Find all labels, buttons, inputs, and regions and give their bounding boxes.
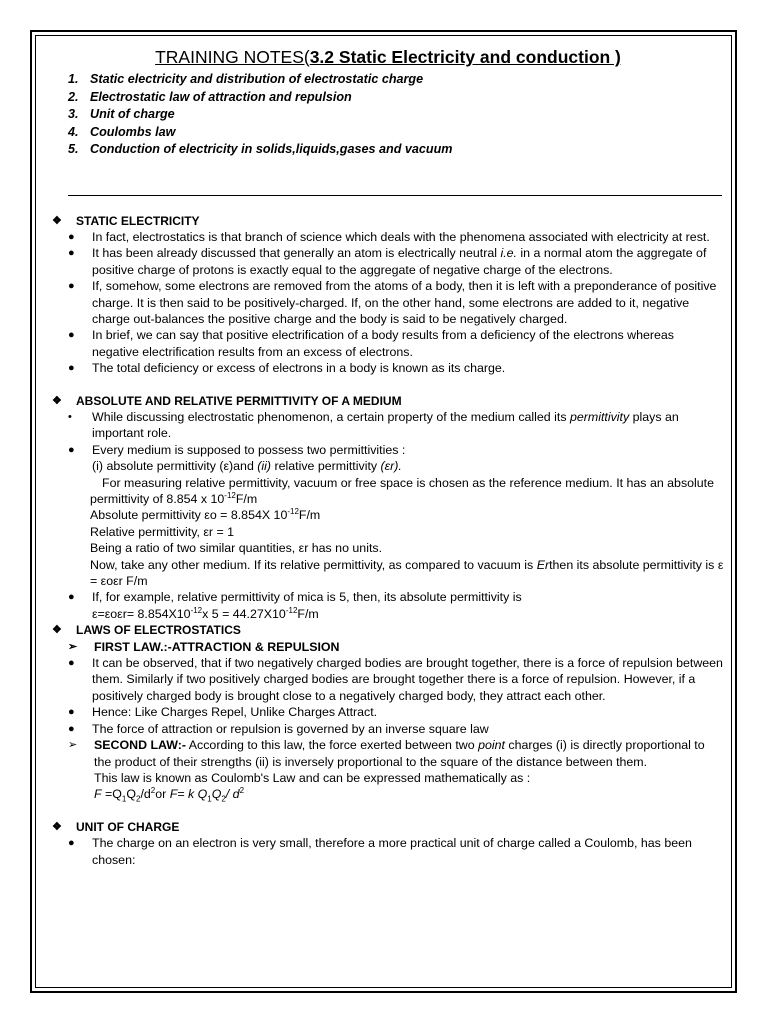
diamond-bullet-icon: ❖ bbox=[52, 214, 62, 227]
bullet-icon: ● bbox=[68, 247, 75, 260]
bullet-icon: ● bbox=[68, 657, 75, 670]
list-item: ● In brief, we can say that positive electrification of a body results from a deficiency of the electrons whereas negative electrification results from an excess of electrons. bbox=[68, 328, 674, 359]
bullet-icon: ● bbox=[68, 591, 75, 604]
text-line: Absolute permittivity εo = 8.854X $10^{-12}F/m$ bbox=[90, 507, 321, 523]
toc-item: 2. Electrostatic law of attraction and repulsion bbox=[68, 89, 352, 104]
diamond-bullet-icon: ❖ bbox=[52, 394, 62, 407]
text-line: Relative permittivity, εr = 1 bbox=[90, 524, 235, 539]
section-heading-static-electricity: ❖ STATIC ELECTRICITY bbox=[52, 213, 200, 228]
section-heading-unit-of-charge: ❖ UNIT OF CHARGE bbox=[52, 819, 180, 834]
diamond-bullet-icon: ❖ bbox=[52, 624, 62, 637]
toc-item: 5. Conduction of electricity in solids,liquids,gases and vacuum bbox=[68, 142, 453, 156]
table-of-contents bbox=[52, 71, 724, 159]
bullet-icon: ● bbox=[68, 722, 75, 735]
bullet-icon: ● bbox=[68, 230, 75, 243]
diamond-bullet-icon: ❖ bbox=[52, 820, 62, 833]
list-item: ● It can be observed, that if two negatively charged bodies are brought together, there is a force of repulsion between them. Similarly if two positively charged bodies are brought together there is a force of repulsion. However, if a positively charged body is brought close to a negatively charged body, they attract each other. bbox=[68, 656, 723, 703]
text-line: Now, take any other medium. If its relative permittivity, as compared to vacuum is Erthen its absolute permittivity is ε = εoεr F/m bbox=[90, 557, 724, 589]
list-item: ● If, somehow, some electrons are removed from the atoms of a body, then it is left with a preponderance of positive charge. It is then said to be positively-charged. If, on the other hand, some electrons are added to it, negative charge out-balances the positive charge and the body is said to be negatively charged. bbox=[68, 279, 717, 326]
bullet-icon: ● bbox=[68, 706, 75, 719]
text-line: For measuring relative permittivity, vacuum or free space is chosen as the reference medium. It has an absolute permittivity of 8.854 x $10^{-12}F/m$ bbox=[90, 475, 715, 506]
list-item: ● The total deficiency or excess of electrons in a body is known as its charge. bbox=[68, 361, 506, 376]
bullet-icon: ● bbox=[68, 362, 75, 375]
toc-item: 3. Unit of charge bbox=[68, 107, 175, 121]
coulomb-formula: $F =Q_1Q_2/d^2or$ F= k $Q_1Q_2/$ $d^2$ bbox=[94, 786, 245, 804]
list-item: ● The charge on an electron is very small, therefore a more practical unit of charge called a Coulomb, has been chosen: bbox=[68, 836, 692, 867]
list-item: • While discussing electrostatic phenomenon, a certain property of the medium called its permittivity plays an important role. bbox=[68, 409, 679, 441]
list-item: ● Every medium is supposed to possess two permittivities : (i) absolute permittivity (ε)and (ii) relative permittivity (εr). bbox=[68, 442, 406, 474]
list-item: ● Hence: Like Charges Repel, Unlike Charges Attract. bbox=[68, 705, 378, 720]
list-item: ● It has been already discussed that generally an atom is electrically neutral i.e. in a normal atom the aggregate of positive charge of protons is exactly equal to the aggregate of negative charge of the electrons. bbox=[68, 246, 707, 277]
list-item: ● If, for example, relative permittivity of mica is 5, then, its absolute permittivity is $\varepsilon=\varepsilon o\varepsilon r= 8.854X10^{-12}x$ $5 = 44.27X10^{-12}F/m$ bbox=[68, 590, 522, 621]
bullet-icon: ● bbox=[68, 837, 75, 850]
page-title: TRAINING NOTES(3.2 Static Electricity and conduction ) bbox=[155, 47, 621, 67]
toc-item: 1. Static electricity and distribution of electrostatic charge bbox=[68, 72, 424, 86]
text-line: Being a ratio of two similar quantities, εr has no units. bbox=[90, 541, 383, 556]
list-item: ● The force of attraction or repulsion is governed by an inverse square law bbox=[68, 721, 489, 736]
section-heading-laws: ❖ LAWS OF ELECTROSTATICS bbox=[52, 623, 241, 638]
arrow-bullet-icon: ➢ bbox=[68, 640, 78, 653]
first-law-heading: ➢ FIRST LAW.:-ATTRACTION & REPULSION bbox=[68, 639, 340, 654]
permittivity-list bbox=[52, 409, 724, 475]
permittivity-example bbox=[52, 589, 724, 622]
permittivity-details bbox=[52, 475, 724, 590]
arrow-bullet-icon: ➢ bbox=[68, 739, 78, 752]
bullet-icon: • bbox=[68, 410, 72, 423]
toc-item: 4. Coulombs law bbox=[68, 124, 176, 139]
second-law: ➢ SECOND LAW:- According to this law, the force exerted between two point charges (i) is directly proportional to the product of their strengths (ii) is inversely proportional to the square of the distance between them. This law is known as Coulomb's Law and can be expressed mathematically as : $F =Q_1Q_2/d^2or$ F= k $Q_1Q_2/$ $d^2$ bbox=[68, 738, 705, 804]
unit-list bbox=[52, 835, 724, 868]
bullet-icon: ● bbox=[68, 329, 75, 342]
list-item: ● In fact, electrostatics is that branch of science which deals with the phenomena associated with electricity at rest. bbox=[68, 229, 710, 244]
section-heading-permittivity: ❖ ABSOLUTE AND RELATIVE PERMITTIVITY OF A MEDIUM bbox=[52, 393, 402, 408]
laws-list bbox=[52, 655, 724, 737]
document-body bbox=[52, 46, 724, 868]
bullet-icon: ● bbox=[68, 280, 75, 293]
bullet-icon: ● bbox=[68, 443, 75, 456]
static-electricity-list bbox=[52, 229, 724, 377]
